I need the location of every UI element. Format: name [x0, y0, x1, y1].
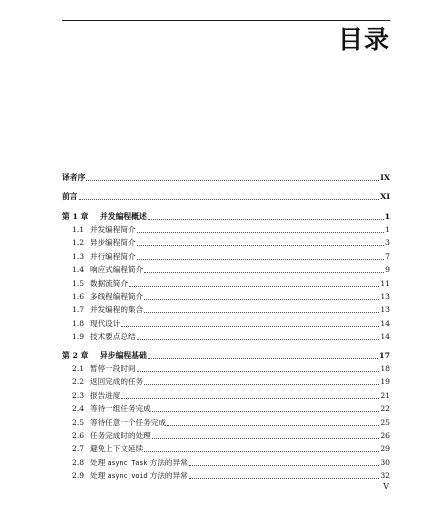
- leader-dots: [189, 478, 380, 479]
- section-title: 返回完成的任务: [90, 377, 144, 387]
- toc-chapter-1[interactable]: [62, 208, 390, 221]
- section-title: 技术要点总结: [90, 332, 136, 342]
- leader-dots: [144, 451, 379, 452]
- section-title-suffix: 方法的异常: [147, 471, 188, 481]
- section-number: 2.8: [72, 457, 85, 467]
- leader-dots: [137, 232, 385, 233]
- toc-page-number: 21: [380, 390, 390, 400]
- section-number: 2.6: [72, 430, 85, 440]
- section-number: 1.4: [72, 265, 85, 275]
- leader-dots: [189, 465, 380, 466]
- section-number: 2.3: [72, 390, 85, 400]
- leader-dots: [144, 272, 384, 273]
- toc-section-2-3[interactable]: [62, 387, 390, 400]
- toc-page-number: 1: [385, 225, 390, 235]
- toc-page-number: 30: [380, 457, 390, 467]
- toc-page-number: 3: [385, 238, 390, 248]
- section-number: 1.8: [72, 318, 85, 328]
- toc-section-2-8[interactable]: [62, 454, 390, 467]
- section-number: 2.9: [72, 471, 85, 481]
- leader-dots: [86, 180, 379, 181]
- section-number: 1.7: [72, 305, 85, 315]
- leader-dots: [148, 358, 378, 359]
- top-rule: [62, 20, 390, 21]
- section-number: 2.2: [72, 377, 85, 387]
- toc-page-number: 1: [384, 211, 390, 221]
- leader-dots: [152, 411, 380, 412]
- section-title: 报告进度: [90, 390, 121, 400]
- section-number: 2.5: [72, 417, 85, 427]
- toc-entry-preface[interactable]: [62, 188, 390, 201]
- leader-dots: [137, 339, 380, 340]
- toc-page-number: 25: [380, 417, 390, 427]
- section-title: 等待任意一个任务完成: [90, 417, 166, 427]
- chapter-number: 第 1 章: [62, 211, 89, 221]
- toc-page-number: 22: [380, 404, 390, 414]
- toc-section-1-3[interactable]: [62, 248, 390, 261]
- section-title: 任务完成时的处理: [90, 430, 151, 440]
- section-title: 现代设计: [90, 318, 121, 328]
- toc-section-1-1[interactable]: [62, 222, 390, 235]
- toc-section-1-6[interactable]: [62, 289, 390, 302]
- section-number: 1.9: [72, 332, 85, 342]
- toc-entry-label: 译者序: [62, 173, 86, 183]
- toc-section-1-9[interactable]: [62, 329, 390, 342]
- toc-section-2-4[interactable]: [62, 401, 390, 414]
- toc-section-1-7[interactable]: [62, 302, 390, 315]
- leader-dots: [167, 425, 379, 426]
- toc-page-number: 19: [380, 377, 390, 387]
- section-title: [90, 471, 188, 481]
- section-title: 并发编程简介: [90, 225, 136, 235]
- toc-section-1-5[interactable]: [62, 275, 390, 288]
- section-title-code: async Task: [107, 458, 148, 467]
- toc-page-number: 18: [380, 363, 390, 373]
- leader-dots: [148, 219, 384, 220]
- toc-section-2-9[interactable]: [62, 468, 390, 481]
- leader-dots: [144, 299, 379, 300]
- section-number: 1.2: [72, 238, 85, 248]
- chapter-title: 异步编程基础: [100, 350, 147, 360]
- toc-entry-label: 前言: [62, 191, 78, 201]
- toc-page-number: 26: [380, 430, 390, 440]
- leader-dots: [137, 245, 385, 246]
- leader-dots: [137, 371, 380, 372]
- toc-section-2-7[interactable]: [62, 441, 390, 454]
- toc-page-number: 32: [380, 471, 390, 481]
- section-title: 响应式编程简介: [90, 265, 144, 275]
- toc-section-2-1[interactable]: [62, 361, 390, 374]
- toc-page-number: 13: [380, 305, 390, 315]
- table-of-contents: [62, 170, 390, 481]
- toc-section-2-6[interactable]: [62, 428, 390, 441]
- toc-entry-translator-preface[interactable]: [62, 170, 390, 183]
- toc-section-2-5[interactable]: [62, 414, 390, 427]
- leader-dots: [121, 398, 379, 399]
- section-title-code: async void: [107, 472, 148, 481]
- leader-dots: [79, 199, 380, 200]
- section-title-suffix: 方法的异常: [147, 457, 188, 467]
- toc-page-number: 13: [380, 292, 390, 302]
- section-title: 并行编程简介: [90, 251, 136, 261]
- section-number: 2.7: [72, 444, 85, 454]
- leader-dots: [137, 259, 385, 260]
- leader-dots: [144, 312, 379, 313]
- leader-dots: [144, 384, 379, 385]
- toc-page-number: 17: [379, 350, 390, 360]
- section-title: 多线程编程简介: [90, 292, 144, 302]
- section-title-prefix: 处理: [90, 457, 108, 467]
- section-number: 2.1: [72, 363, 85, 373]
- toc-section-1-8[interactable]: [62, 315, 390, 328]
- section-number: 1.6: [72, 292, 85, 302]
- section-title: 异步编程简介: [90, 238, 136, 248]
- section-title: 避免上下文延续: [90, 444, 144, 454]
- section-number: 2.4: [72, 404, 85, 414]
- section-title: 暂停一段时间: [90, 363, 136, 373]
- section-title: 数据流简介: [90, 278, 128, 288]
- section-title: 等待一组任务完成: [90, 404, 151, 414]
- section-number: 1.1: [72, 225, 85, 235]
- toc-section-1-4[interactable]: [62, 262, 390, 275]
- leader-dots: [121, 326, 379, 327]
- toc-section-2-2[interactable]: [62, 374, 390, 387]
- toc-page-number: 9: [385, 265, 390, 275]
- section-title: 并发编程的集合: [90, 305, 144, 315]
- section-number: 1.5: [72, 278, 85, 288]
- section-title: [90, 458, 188, 468]
- page-title: 目录: [337, 25, 390, 54]
- toc-page-number: 29: [380, 444, 390, 454]
- toc-page-number: 14: [380, 318, 390, 328]
- toc-chapter-2[interactable]: [62, 347, 390, 360]
- toc-page-number: 14: [380, 332, 390, 342]
- section-number: 1.3: [72, 251, 85, 261]
- leader-dots: [129, 286, 379, 287]
- toc-page-number: 7: [385, 251, 390, 261]
- toc-page-number: IX: [380, 173, 390, 183]
- toc-page-number: XI: [380, 191, 390, 201]
- toc-page-number: 11: [380, 278, 390, 288]
- footer-page-number: V: [383, 482, 389, 491]
- section-title-prefix: 处理: [90, 471, 108, 481]
- leader-dots: [152, 438, 380, 439]
- toc-section-1-2[interactable]: [62, 235, 390, 248]
- chapter-number: 第 2 章: [62, 350, 89, 360]
- chapter-title: 并发编程概述: [100, 211, 147, 221]
